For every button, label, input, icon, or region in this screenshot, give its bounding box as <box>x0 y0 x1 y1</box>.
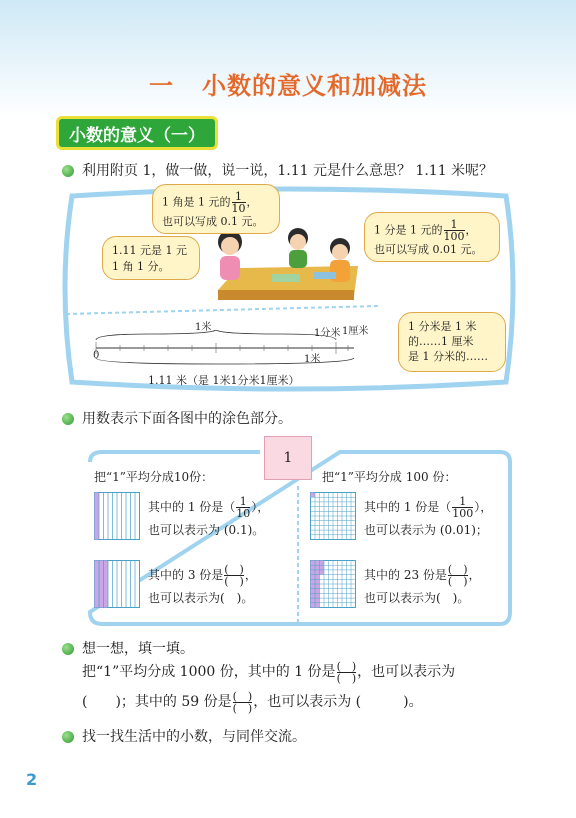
question-1-text: 利用附页 1，做一做，说一说，1.11 元是什么意思？ 1.11 米呢？ <box>82 163 494 179</box>
numerator: 1 <box>450 218 458 231</box>
question-3-line1 <box>82 660 455 684</box>
grid-100-shaded-23 <box>310 560 356 608</box>
left-row1 <box>148 496 269 541</box>
denominator: 10 <box>231 202 246 215</box>
bullet-icon <box>62 413 74 425</box>
blank-fraction[interactable]: $\frac{( )}{( )}$ <box>447 563 468 588</box>
right-row2-line2: 也可以表示为( )。 <box>364 591 470 605</box>
speech-bubble-1 <box>152 184 280 234</box>
left-row2-post: ， <box>244 568 257 582</box>
fraction <box>236 496 250 519</box>
bubble-3-text: 1 分是 1 元的 <box>374 223 443 237</box>
grid-10-shaded-1 <box>94 492 140 540</box>
bubble-2-text: 1.11 元是 1 元 <box>112 244 187 257</box>
left-row1-post: ）， <box>251 500 270 514</box>
blank-fraction[interactable]: $\frac{( )}{( )}$ <box>224 563 244 588</box>
bubble-3-punct: ， <box>465 223 477 237</box>
fraction <box>232 191 246 214</box>
bubble-2-text-2: 1 角 1 分。 <box>112 260 170 273</box>
grid-100-shaded-1 <box>310 492 356 540</box>
ruler-brace-label: 1.11 米（是 1米1分米1厘米） <box>148 374 300 387</box>
denominator: 10 <box>236 507 251 520</box>
bubble-1-text: 1 角是 1 元的 <box>162 195 231 209</box>
bullet-icon <box>62 731 74 743</box>
question-1 <box>62 160 493 180</box>
right-row2-post: ， <box>468 568 481 582</box>
blank-fraction[interactable]: $\frac{( )}{( )}$ <box>336 659 357 685</box>
question-4-text: 找一找生活中的小数，与同伴交流。 <box>82 729 306 745</box>
ruler-label-1m-top: 1米 <box>195 322 212 333</box>
right-row2-text: 其中的 23 份是 <box>364 568 447 582</box>
q3-line1-post: ，也可以表示为 <box>357 664 456 680</box>
right-row2 <box>364 564 481 609</box>
grid-10-shaded-3 <box>94 560 140 608</box>
left-heading: 把“1”平均分成10份： <box>94 470 214 484</box>
right-row1-text: 其中的 1 份是（ <box>364 500 452 514</box>
denominator: 100 <box>452 507 474 520</box>
right-row1-post: ）， <box>474 500 493 514</box>
chapter-title <box>0 66 576 101</box>
header-band <box>0 0 576 120</box>
question-3-text: 想一想，填一填。 <box>82 641 194 657</box>
page-number: 2 <box>26 770 38 789</box>
speech-bubble-4 <box>398 312 506 372</box>
numerator: 1 <box>239 495 247 508</box>
numerator: 1 <box>459 495 467 508</box>
section-title: 小数的意义（一） <box>56 116 218 150</box>
bullet-icon <box>62 165 74 177</box>
bubble-1-text-2: 也可以写成 0.1 元。 <box>162 215 264 228</box>
speech-bubble-2 <box>102 236 200 280</box>
question-4 <box>62 726 306 746</box>
fraction <box>444 219 465 242</box>
left-row2 <box>148 564 257 609</box>
bubble-1-punct: ， <box>246 195 258 209</box>
right-row1-line2: 也可以表示为 (0.01)； <box>364 523 488 537</box>
blank-fraction[interactable]: $\frac{( )}{( )}$ <box>232 689 253 715</box>
right-row1 <box>364 496 492 541</box>
speech-bubble-3 <box>364 212 500 262</box>
q3-line2-post: ，也可以表示为 ( )。 <box>253 694 423 710</box>
left-row2-line2: 也可以表示为( )。 <box>148 591 254 605</box>
left-row2-text: 其中的 3 份是 <box>148 568 224 582</box>
ruler-label-1cm: 1厘米 <box>342 326 369 337</box>
left-row1-line2: 也可以表示为 (0.1)。 <box>148 523 265 537</box>
chapter-number: 一 <box>149 72 174 100</box>
ruler-label-1m: 1米 <box>304 354 321 365</box>
question-2-text: 用数表示下面各图中的涂色部分。 <box>82 411 292 427</box>
q3-line1-text: 把“1”平均分成 1000 份，其中的 1 份是 <box>82 664 336 680</box>
unit-box: 1 <box>264 436 312 480</box>
chapter-title-text: 小数的意义和加减法 <box>202 72 427 100</box>
q3-line2-text: ( )；其中的 59 份是 <box>82 694 232 710</box>
left-row1-text: 其中的 1 份是（ <box>148 500 236 514</box>
bubble-4-text-3: 是 1 分米的…… <box>408 350 488 363</box>
fraction <box>452 496 473 519</box>
numerator: 1 <box>235 190 242 203</box>
ruler-label-1dm: 1分米 <box>314 328 341 339</box>
bubble-4-text-2: 的……1 厘米 <box>408 335 474 348</box>
ruler-zero: 0 <box>93 350 100 361</box>
bubble-4-text: 1 分米是 1 米 <box>408 320 477 333</box>
bubble-3-text-2: 也可以写成 0.01 元。 <box>374 243 483 256</box>
right-heading: 把“1”平均分成 100 份： <box>322 470 457 484</box>
bullet-icon <box>62 643 74 655</box>
question-2 <box>62 408 292 428</box>
denominator: 100 <box>443 230 465 243</box>
question-3-line2 <box>82 690 423 714</box>
question-3 <box>62 638 194 658</box>
